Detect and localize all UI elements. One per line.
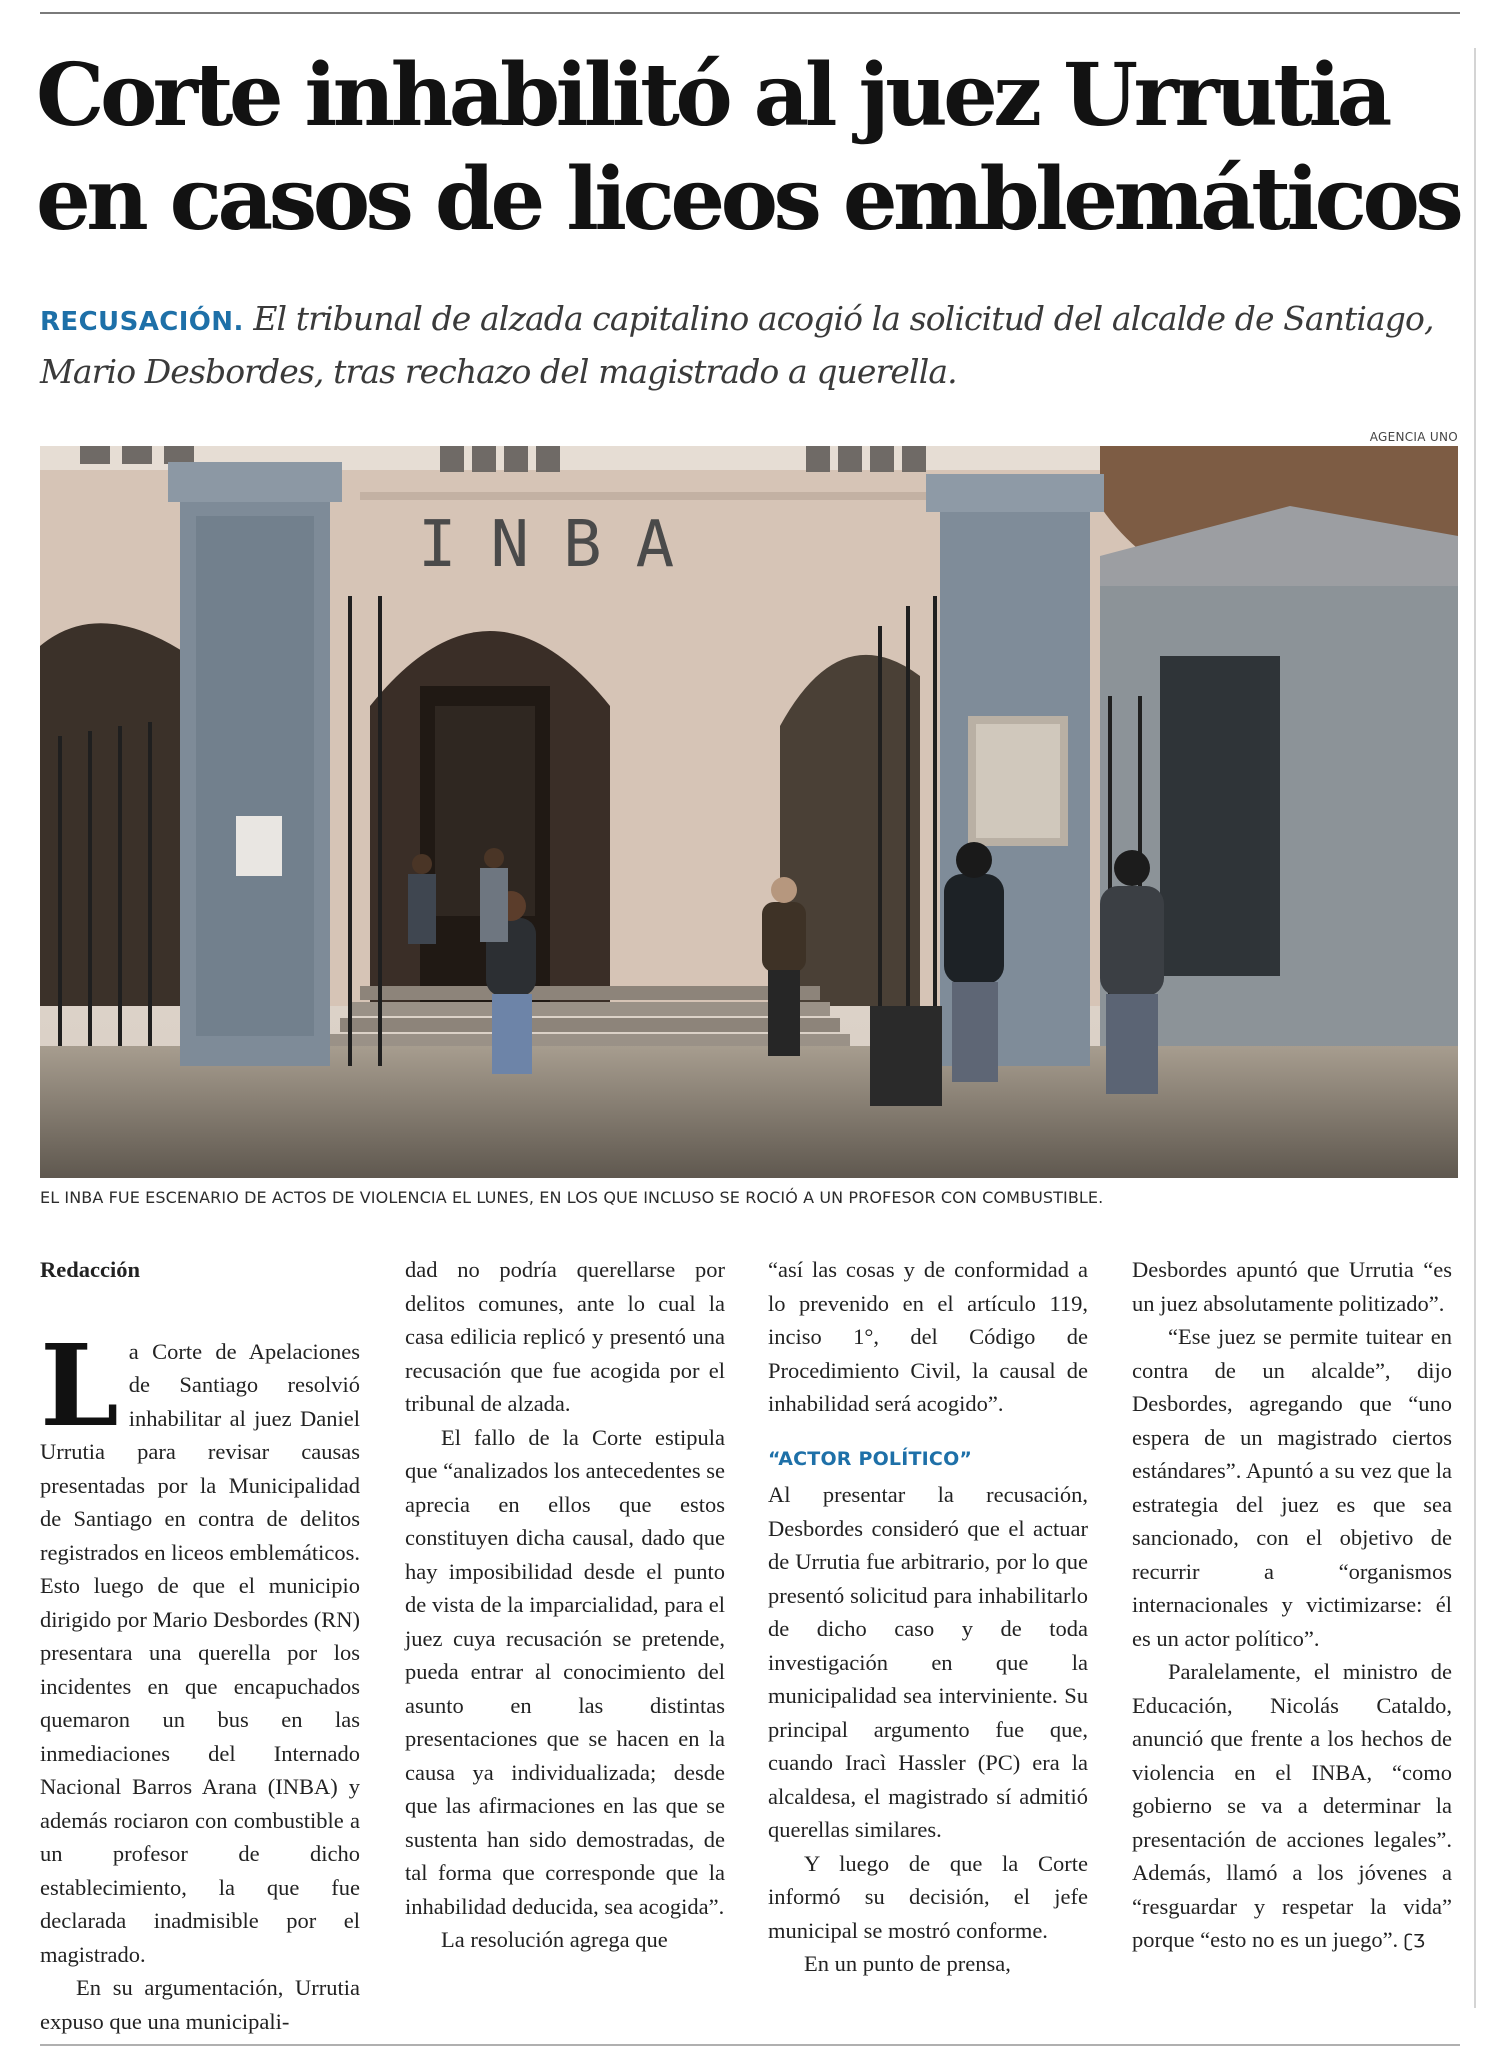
bottom-rule <box>40 2044 1460 2046</box>
article-photo <box>40 446 1458 1178</box>
article-column-4 <box>1132 1253 1452 1959</box>
paragraph: dad no podría querellarse por delitos comunes, ante lo cual la casa edilicia replicó y presentó una recusación que fue acogida por el tribunal de alzada. <box>405 1257 725 1416</box>
paragraph: El fallo de la Corte estipula que “analizados los antecedentes se aprecia en ellos que estos constituyen dicha causal, dado que hay imposibilidad desde el punto de vista de la imparcialidad, para el juez cuya recusación se pretende, pueda entrar al conocimiento del asunto en las distintas presentaciones que se hacen en la causa ya individualizada; desde que las afirmaciones en las que se sustenta han sido demostradas, de tal forma que corresponde que la inhabilidad deducida, sea acogida”. <box>405 1424 725 1919</box>
paragraph: “así las cosas y de conformidad a lo prevenido en el artículo 119, inciso 1°, del Código de Procedimiento Civil, la causal de inhabilidad será acogido”. <box>768 1257 1088 1416</box>
headline: Corte inhabilitó al juez Urrutia en casos de liceos emblemáticos <box>36 45 1460 250</box>
closing-paragraph <box>1132 1655 1452 1959</box>
building-sign: INBA <box>418 508 709 582</box>
byline: Redacción <box>40 1257 140 1282</box>
closing-text: Paralelamente, el ministro de Educación, Nicolás Cataldo, anunció que frente a los hechos de violencia en el INBA, “como gobierno se va a determinar la presentación de acciones legales”. Además, llamó a los jóvenes a “resguardar y respetar la vida” porque “esto no es un juego”. <box>1132 1659 1452 1952</box>
paragraph: Y luego de que la Corte informó su decisión, el jefe municipal se mostró conforme. <box>768 1850 1088 1943</box>
photo-credit: AGENCIA UNO <box>1369 430 1458 444</box>
deck-kicker: RECUSACIÓN. <box>40 307 244 337</box>
article-column-1 <box>40 1253 360 2038</box>
deck <box>40 294 1460 397</box>
paragraph: En un punto de prensa, <box>804 1951 1011 1976</box>
paragraph: La resolución agrega que <box>441 1927 668 1952</box>
paragraph: En su argumentación, Urrutia expuso que una municipali- <box>40 1975 360 2034</box>
drop-cap: L <box>40 1320 119 1452</box>
top-rule <box>40 12 1460 14</box>
paragraph: “Ese juez se permite tuitear en contra de un alcalde”, dijo Desbordes, agregando que “uno espera de un magistrado ciertos estándares”. Apuntó a su vez que la estrategia del juez es que sea sancionado, con el objetivo de recurrir a “organismos internacionales y victimizarse: él es un actor político”. <box>1132 1324 1452 1651</box>
photo-caption: EL INBA FUE ESCENARIO DE ACTOS DE VIOLENCIA EL LUNES, EN LOS QUE INCLUSO SE ROCIÓ A UN PROFESOR CON COMBUSTIBLE. <box>40 1188 1104 1207</box>
paragraph: Al presentar la recusación, Desbordes consideró que el actuar de Urrutia fue arbitrario, por lo que presentó solicitud para inhabilitarlo de dicho caso y de toda investigación en que la municipalidad sea interviniente. Su principal argumento fue que, cuando Iracì Hassler (PC) era la alcaldesa, el magistrado sí admitió querellas similares. <box>768 1482 1088 1842</box>
column-rule <box>1474 48 1476 2008</box>
article-column-3 <box>768 1253 1088 1981</box>
article-column-2 <box>405 1253 725 1957</box>
deck-text: El tribunal de alzada capitalino acogió la solicitud del alcalde de Santiago, Mario Desbordes, tras rechazo del magistrado a querella. <box>40 299 1434 391</box>
lead-text: a Corte de Apelaciones de Santiago resolvió inhabilitar al juez Daniel Urrutia para revisar causas presentadas por la Municipalidad de Santiago en contra de delitos registrados en liceos emblemáticos. Esto luego de que el municipio dirigido por Mario Desbordes (RN) presentara una querella por los incidentes en que encapuchados quemaron un bus en las inmediaciones del Internado Nacional Barros Arana (INBA) y además rociaron con combustible a un profesor de dicho establecimiento, la que fue declarada inadmisible por el magistrado. <box>40 1338 360 1967</box>
paragraph: Desbordes apuntó que Urrutia “es un juez absolutamente politizado”. <box>1132 1257 1452 1316</box>
lead-paragraph <box>40 1320 360 1972</box>
end-mark-icon: ʗƷ <box>1403 1931 1425 1952</box>
subhead: “ACTOR POLÍTICO” <box>768 1447 973 1470</box>
photo-illustration <box>40 446 1458 1178</box>
